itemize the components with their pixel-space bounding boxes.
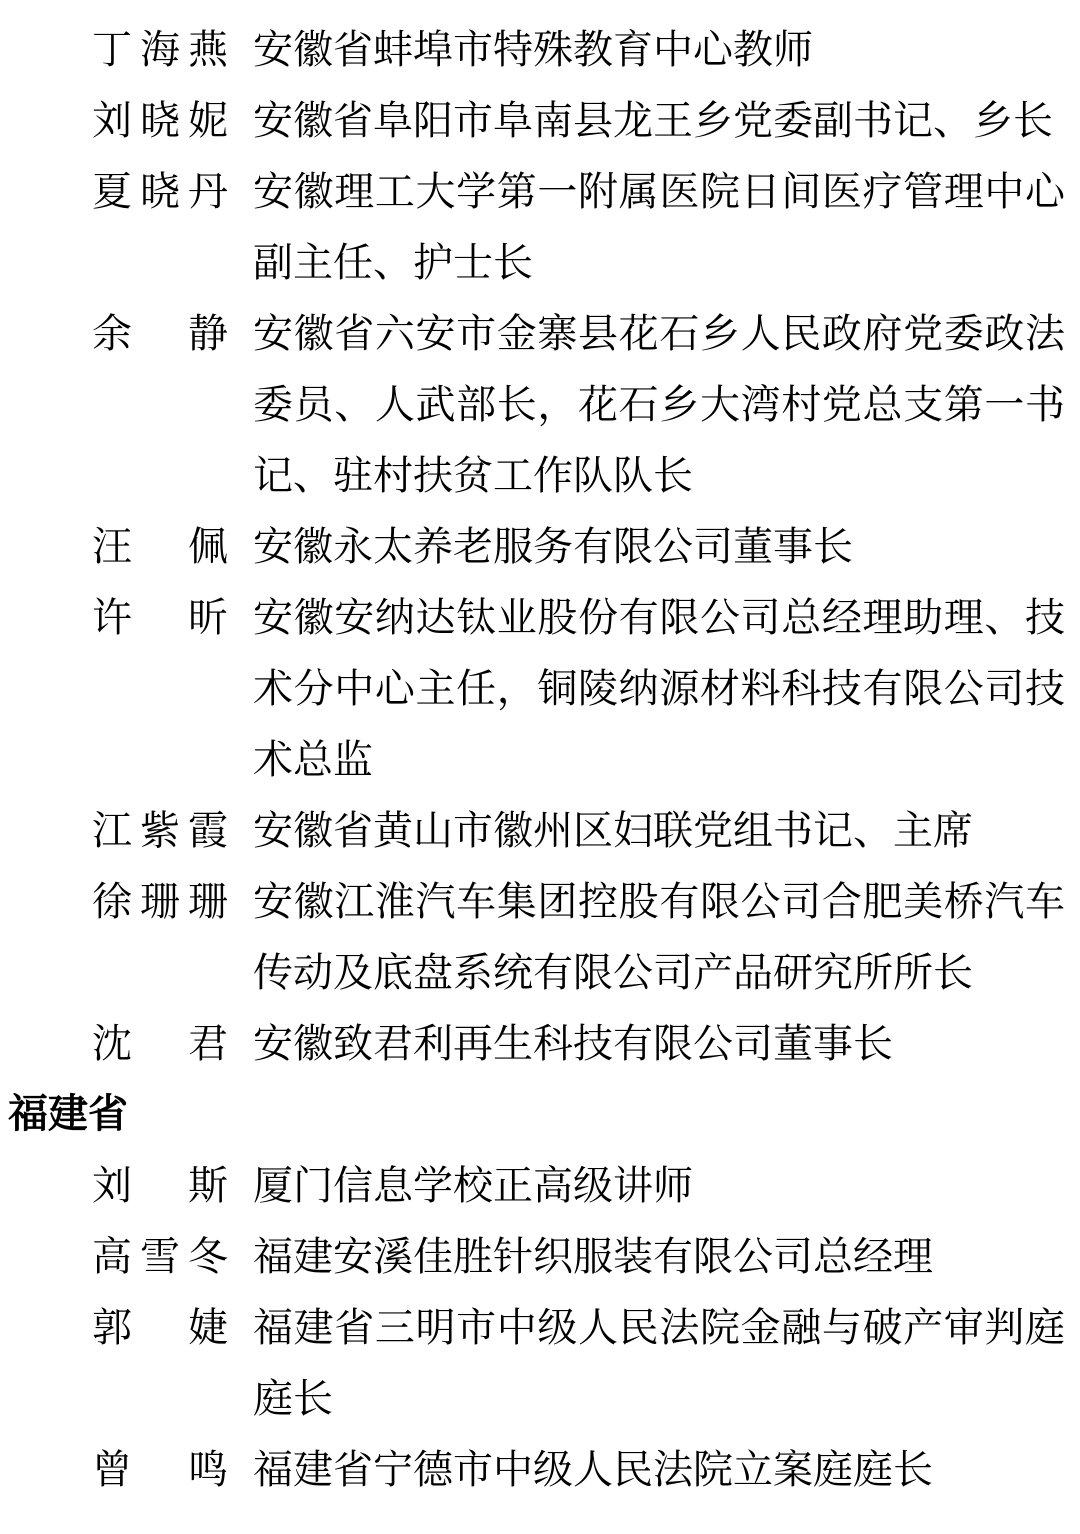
honoree-row <box>0 1434 1080 1505</box>
honoree-row <box>0 511 1080 582</box>
honoree-row <box>0 1150 1080 1221</box>
honoree-name: 汪佩 <box>92 524 228 569</box>
honoree-name: 沈君 <box>92 1021 228 1066</box>
honoree-row <box>0 582 1080 795</box>
honoree-row <box>0 156 1080 298</box>
honoree-row <box>0 1292 1080 1434</box>
honoree-name: 曾鸣 <box>92 1447 228 1492</box>
honoree-name: 夏晓丹 <box>92 169 228 214</box>
honoree-name: 丁海燕 <box>92 27 228 72</box>
honoree-row <box>0 1221 1080 1292</box>
honoree-row <box>0 795 1080 866</box>
honoree-name: 江紫霞 <box>92 808 228 853</box>
section-anhui <box>0 14 1080 1079</box>
honoree-row <box>0 14 1080 85</box>
honoree-row <box>0 85 1080 156</box>
honoree-title: 安徽永太养老服务有限公司董事长 <box>253 524 853 569</box>
honoree-name: 余静 <box>92 311 228 356</box>
honoree-title: 福建安溪佳胜针织服装有限公司总经理 <box>253 1234 933 1279</box>
province-heading: 福建省 <box>8 1092 128 1136</box>
honoree-name: 徐珊珊 <box>92 879 228 924</box>
honoree-name: 郭婕 <box>92 1305 228 1350</box>
honoree-title: 安徽省黄山市徽州区妇联党组书记、主席 <box>253 808 973 853</box>
honoree-title: 安徽安纳达钛业股份有限公司总经理助理、技术分中心主任，铜陵纳源材料科技有限公司技术总监 <box>253 595 1065 782</box>
honoree-name: 刘斯 <box>92 1163 228 1208</box>
honoree-name: 刘晓妮 <box>92 98 228 143</box>
honoree-title: 福建省三明市中级人民法院金融与破产审判庭庭长 <box>253 1305 1065 1421</box>
honoree-title: 安徽省阜阳市阜南县龙王乡党委副书记、乡长 <box>253 98 1053 143</box>
honoree-title: 安徽江淮汽车集团控股有限公司合肥美桥汽车传动及底盘系统有限公司产品研究所所长 <box>253 879 1065 995</box>
honoree-row <box>0 298 1080 511</box>
honoree-title: 安徽省蚌埠市特殊教育中心教师 <box>253 27 813 72</box>
honoree-title: 安徽理工大学第一附属医院日间医疗管理中心副主任、护士长 <box>253 169 1065 285</box>
honoree-title: 安徽致君利再生科技有限公司董事长 <box>253 1021 893 1066</box>
honoree-row <box>0 1008 1080 1079</box>
section-fujian <box>0 1150 1080 1505</box>
honoree-title: 福建省宁德市中级人民法院立案庭庭长 <box>253 1447 933 1492</box>
honoree-name: 高雪冬 <box>92 1234 228 1279</box>
honoree-row <box>0 866 1080 1008</box>
honoree-name: 许昕 <box>92 595 228 640</box>
honoree-title: 厦门信息学校正高级讲师 <box>253 1163 693 1208</box>
honoree-title: 安徽省六安市金寨县花石乡人民政府党委政法委员、人武部长，花石乡大湾村党总支第一书记、驻村扶贫工作队队长 <box>253 311 1065 498</box>
